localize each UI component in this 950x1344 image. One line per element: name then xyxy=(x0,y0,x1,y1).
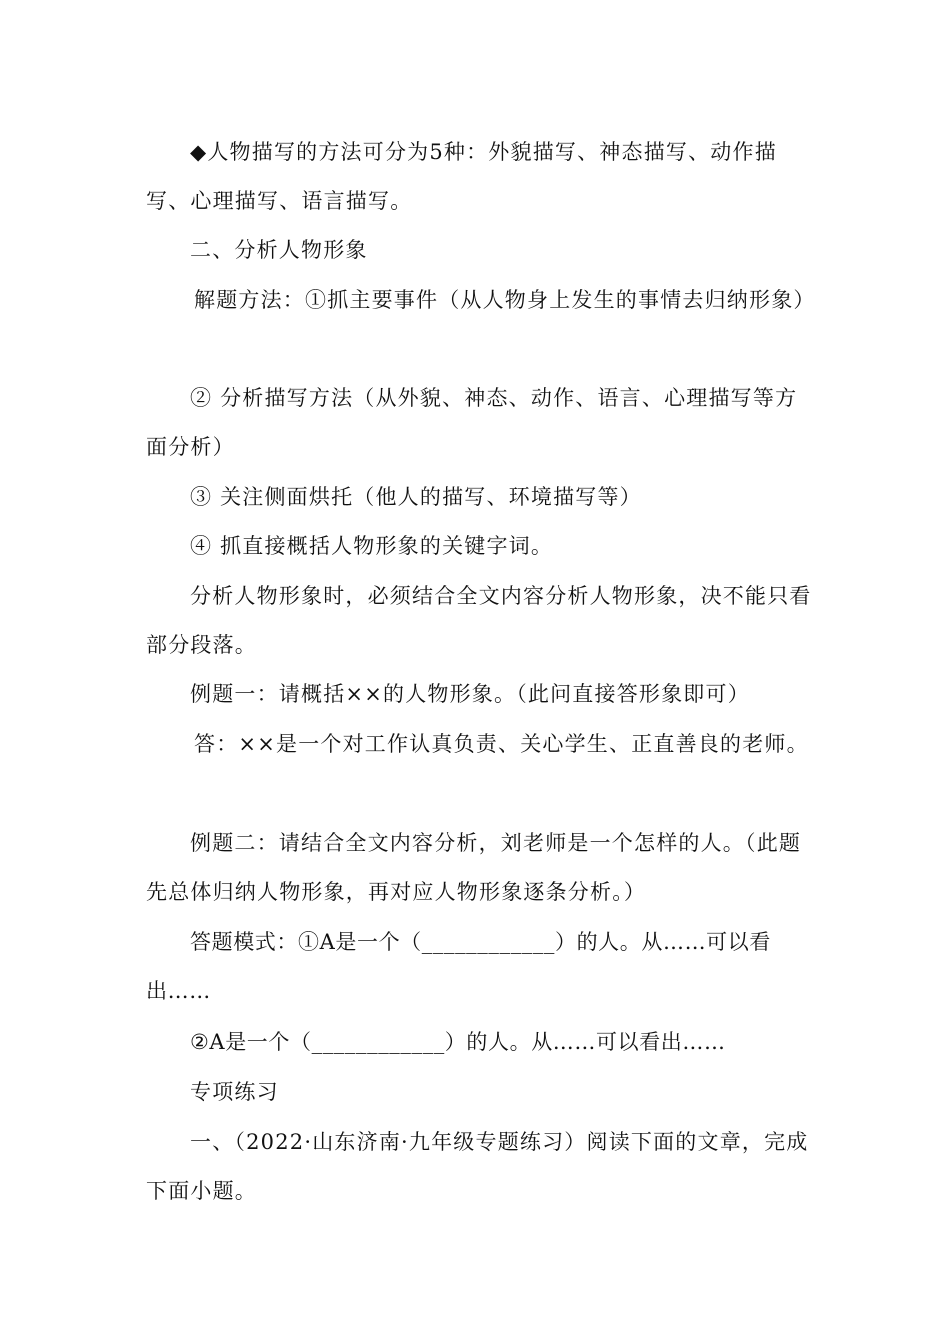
paragraph-analysis-note: 分析人物形象时，必须结合全文内容分析人物形象，决不能只看部分段落。 xyxy=(146,584,812,657)
paragraph-method-4: ④ 抓直接概括人物形象的关键字词。 xyxy=(190,534,554,558)
paragraph-example-2: 例题二：请结合全文内容分析，刘老师是一个怎样的人。（此题先总体归纳人物形象，再对应人物形象逐条分析。） xyxy=(146,831,802,904)
paragraph-practice-intro: 一、（2022·山东济南·九年级专题练习）阅读下面的文章，完成下面小题。 xyxy=(146,1130,809,1203)
paragraph-answer-pattern-1: 答题模式：①A是一个（____________）的人。从……可以看出…… xyxy=(146,930,771,1003)
paragraph-method-3: ③ 关注侧面烘托（他人的描写、环境描写等） xyxy=(190,485,642,509)
paragraph-example-1-answer: 答：××是一个对工作认真负责、关心学生、正直善良的老师。 xyxy=(194,732,809,756)
paragraph-method-2: ② 分析描写方法（从外貌、神态、动作、语言、心理描写等方面分析） xyxy=(146,386,798,459)
paragraph-method-1: 解题方法：①抓主要事件（从人物身上发生的事情去归纳形象） xyxy=(194,288,816,312)
section-heading-practice: 专项练习 xyxy=(190,1080,279,1104)
section-heading-analyze-character: 二、分析人物形象 xyxy=(190,238,368,262)
paragraph-example-1: 例题一：请概括××的人物形象。（此问直接答形象即可） xyxy=(190,682,750,706)
paragraph-answer-pattern-2: ②A是一个（____________）的人。从……可以看出…… xyxy=(190,1030,726,1054)
paragraph-character-description-methods: ◆人物描写的方法可分为5种：外貌描写、神态描写、动作描写、心理描写、语言描写。 xyxy=(146,140,777,213)
